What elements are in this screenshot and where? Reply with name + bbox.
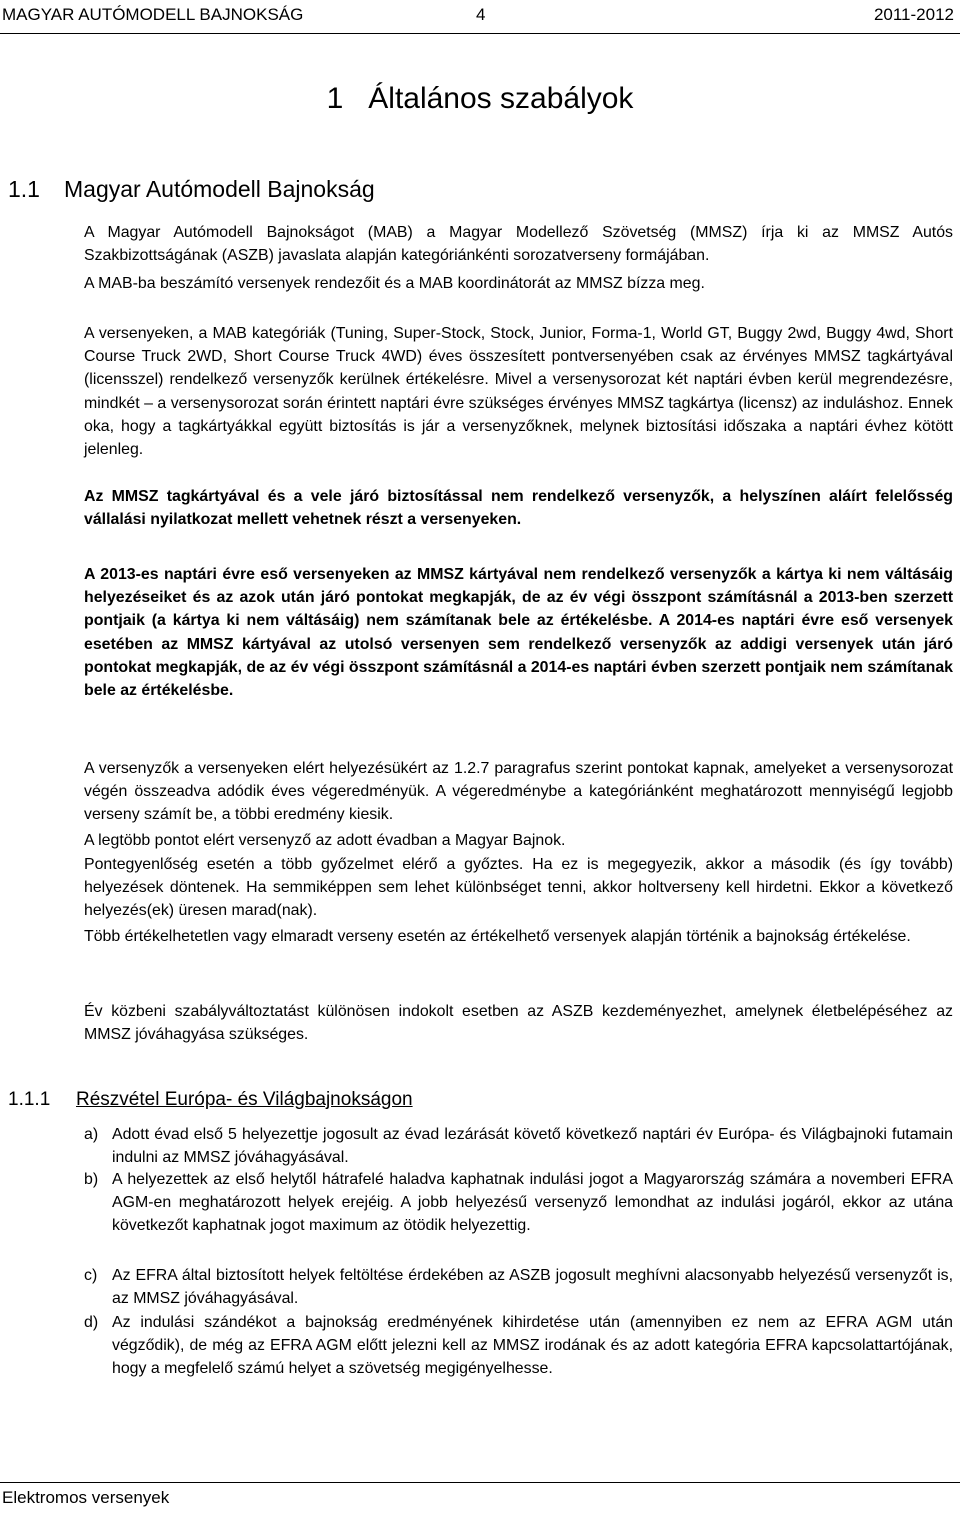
list-marker: c) <box>84 1267 98 1284</box>
paragraph-categories: A versenyeken, a MAB kategóriák (Tuning, Super-Stock, Stock, Junior, Forma-1, World GT, Buggy 2wd, Buggy 4wd, Short Course Truck 2WD, Short Course Truck 4WD) éves összesített pontversenyében csak az érvényes MMSZ tagkártyával (licensszel) rendelkező versenyzők kerülnek értékelésre. Mivel a versenysorozat két naptári évben kerül megrendezésre, mindkét – a versenysorozat során érintett naptári évre szükséges érvényes MMSZ tagkártya (licensz) az induláshoz. Ennek oka, hogy a tagkártyákkal együtt biztosítás is jár a versenyzőknek, melynek biztosítási időszaka a naptári évhez kötött jelenleg. <box>84 325 953 459</box>
paragraph-champion: A legtöbb pontot elért versenyző az adott évadban a Magyar Bajnok. <box>84 832 566 849</box>
paragraph-intro: A Magyar Autómodell Bajnokságot (MAB) a Magyar Modellező Szövetség (MMSZ) írja ki az MMSZ Autós Szakbizottságának (ASZB) javaslata alapján kategóriánkénti sorozatverseny formájában. <box>84 224 953 265</box>
list-item-text: Az EFRA által biztosított helyek feltöltése érdekében az ASZB jogosult meghívni alacsonyabb helyezésű versenyzőt is, az MMSZ jóváhagyásával. <box>112 1267 953 1308</box>
header-season: 2011-2012 <box>873 5 954 24</box>
subsection-heading <box>8 1089 413 1111</box>
paragraph-organizers: A MAB-ba beszámító versenyek rendezőit és a MAB koordinátorát az MMSZ bízza meg. <box>84 275 705 292</box>
chapter-title: 1 Általános szabályok <box>326 82 634 115</box>
paragraph-scoring: A versenyzők a versenyeken elért helyezésükért az 1.2.7 paragrafus szerint pontokat kapnak, amelyeket a versenysorozat végén összeadva adódik éves végeredményük. A végeredménybe a kategóriánként meghatározott mennyiségű legjobb verseny számít be, a többi eredmény kiesik. <box>84 760 953 824</box>
list-marker: d) <box>84 1314 99 1331</box>
list-item <box>84 1168 953 1238</box>
list-marker: a) <box>84 1126 99 1143</box>
list-item-text: Adott évad első 5 helyezettje jogosult az évad lezárását követő következő naptári év Európa- és Világbajnoki futamain indulni az MMSZ jóváhagyásával. <box>112 1126 953 1167</box>
paragraph-license-note: Az MMSZ tagkártyával és a vele járó biztosítással nem rendelkező versenyzők, a helyszínen aláírt felelősség vállalási nyilatkozat mellett vehetnek részt a versenyeken. <box>84 488 953 529</box>
paragraph-tiebreak: Pontegyenlőség esetén a több győzelmet elérő a győztes. Ha ez is megegyezik, akkor a második (és így tovább) helyezések döntenek. Ha semmiképpen sem lehet különbséget tenni, akkor holtverseny kell hirdetni. Ekkor a következő helyezés(ek) üresen marad(nak). <box>84 856 953 920</box>
list-item <box>84 1123 953 1169</box>
section-title: Magyar Autómodell Bajnokság <box>64 176 375 202</box>
page-header <box>0 0 960 34</box>
section-number: 1.1 <box>8 176 40 202</box>
list-marker: b) <box>84 1171 99 1188</box>
paragraph-cancelled-races: Több értékelhetetlen vagy elmaradt verseny esetén az értékelhető versenyek alapján történik a bajnokság értékelése. <box>84 928 911 945</box>
list-item-text: Az indulási szándékot a bajnokság eredményének kihirdetése után (amennyiben ez nem az EFRA AGM után végződik), de még az EFRA AGM előtt jelezni kell az MMSZ irodának és az adott kategória EFRA kapcsolattartójának, hogy a megfelelő számú helyet a szövetség megigényelhesse. <box>112 1314 953 1378</box>
header-title: MAGYAR AUTÓMODELL BAJNOKSÁG <box>2 5 304 24</box>
paragraph-rule-changes: Év közbeni szabályváltoztatást különösen indokolt esetben az ASZB kezdeményezhet, amelynek életbelépéséhez az MMSZ jóváhagyása szükséges. <box>84 1003 953 1044</box>
subsection-number: 1.1.1 <box>8 1089 51 1110</box>
subsection-title: Részvétel Európa- és Világbajnokságon <box>76 1089 413 1110</box>
list-item-text: A helyezettek az első helytől hátrafelé haladva kaphatnak indulási jogot a Magyarország számára a novemberi EFRA AGM-en meghatározott helyek erejéig. A jobb helyezésű versenyző lemondhat az indulási jogáról, ekkor az utána következőt kaphatnak jogot maximum az ötödik helyezettig. <box>112 1171 953 1235</box>
list-item <box>84 1264 953 1310</box>
section-heading <box>8 176 375 203</box>
paragraph-2013-2014-rules: A 2013-es naptári évre eső versenyeken az MMSZ kártyával nem rendelkező versenyzők a kártya ki nem váltásáig helyezéseiket és az azok után járó pontokat megkapják, de az év végi összpont számításnál a 2013-ben szerzett pontjaik (a kártya ki nem váltásáig) nem számítanak bele az értékelésbe. A 2014-es naptári évre eső versenyek esetében az MMSZ kártyával az utolsó versenyen sem rendelkező versenyzők az addigi versenyek után járó pontokat megkapják, de az év végi összpont számításnál a 2014-es naptári évben szerzett pontjaik nem számítanak bele az értékelésbe. <box>84 566 953 700</box>
page-footer <box>0 1482 960 1513</box>
footer-text: Elektromos versenyek <box>2 1488 170 1507</box>
page-number: 4 <box>476 5 486 24</box>
list-item <box>84 1311 953 1381</box>
